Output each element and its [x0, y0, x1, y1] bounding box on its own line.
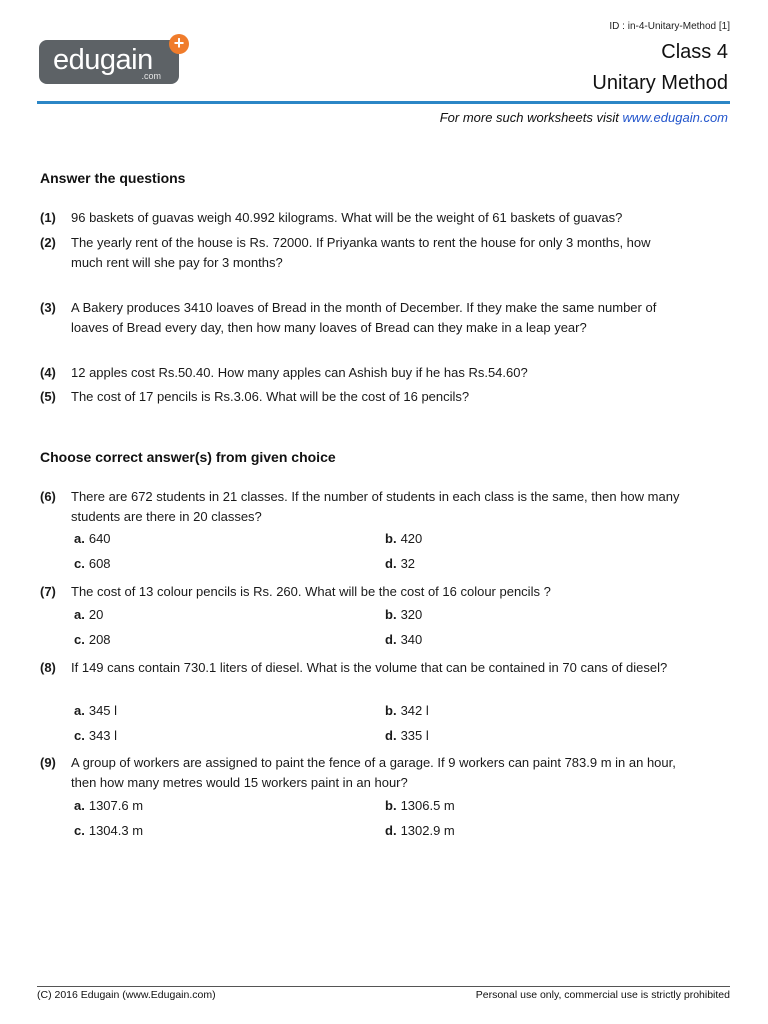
question-number: (3)	[40, 300, 56, 315]
option-value: 1302.9 m	[400, 823, 455, 838]
question-text: A group of workers are assigned to paint the fence of a garage. If 9 workers can paint 783.9 m in an hour, then how many metres would 15 workers paint in an hour?	[71, 755, 676, 790]
class-title: Class 4	[661, 41, 728, 63]
footer-copyright: (C) 2016 Edugain (www.Edugain.com)	[37, 989, 216, 1001]
option-value: 208	[88, 632, 111, 647]
option-key: b.	[385, 607, 397, 622]
question-number: (2)	[40, 235, 56, 250]
question-text: The cost of 13 colour pencils is Rs. 260. What will be the cost of 16 colour pencils ?	[71, 584, 551, 599]
more-worksheets-note	[440, 110, 728, 125]
option-key: b.	[385, 531, 397, 546]
question-number: (9)	[40, 755, 56, 770]
option-key: c.	[74, 728, 85, 743]
option-key: c.	[74, 823, 85, 838]
question-number: (1)	[40, 210, 56, 225]
edugain-link[interactable]: www.edugain.com	[622, 110, 728, 125]
question-text: The cost of 17 pencils is Rs.3.06. What will be the cost of 16 pencils?	[71, 389, 470, 404]
question	[40, 487, 700, 527]
answer-option[interactable]	[385, 556, 415, 571]
option-value: 640	[88, 531, 111, 546]
question	[40, 363, 700, 383]
topic-title: Unitary Method	[592, 72, 728, 94]
question-number: (8)	[40, 660, 56, 675]
option-key: d.	[385, 728, 397, 743]
footer-divider	[37, 986, 730, 987]
option-value: 343 l	[88, 728, 118, 743]
plus-icon: +	[169, 34, 189, 54]
question-text: 12 apples cost Rs.50.40. How many apples can Ashish buy if he has Rs.54.60?	[71, 365, 528, 380]
option-value: 1306.5 m	[400, 798, 455, 813]
answer-option[interactable]	[385, 531, 422, 546]
option-value: 420	[400, 531, 423, 546]
option-key: a.	[74, 798, 85, 813]
question	[40, 582, 700, 602]
edugain-logo	[39, 33, 185, 84]
option-value: 1307.6 m	[88, 798, 144, 813]
option-value: 340	[400, 632, 423, 647]
answer-option[interactable]	[74, 531, 111, 546]
question-number: (6)	[40, 489, 56, 504]
option-value: 32	[400, 556, 416, 571]
answer-option[interactable]	[74, 607, 103, 622]
question-number: (4)	[40, 365, 56, 380]
option-value: 342 l	[400, 703, 429, 718]
option-value: 345 l	[88, 703, 118, 718]
option-key: d.	[385, 632, 397, 647]
option-value: 608	[88, 556, 111, 571]
question-number: (5)	[40, 389, 56, 404]
answer-option[interactable]	[385, 632, 422, 647]
answer-option[interactable]	[385, 703, 429, 718]
option-key: a.	[74, 531, 85, 546]
option-key: d.	[385, 556, 397, 571]
question	[40, 387, 700, 407]
question	[40, 233, 660, 273]
question-text: The yearly rent of the house is Rs. 72000. If Priyanka wants to rent the house for only 3 months, how much rent will she pay for 3 months?	[71, 235, 651, 270]
question	[40, 208, 700, 228]
answer-option[interactable]	[74, 556, 111, 571]
answer-option[interactable]	[385, 728, 429, 743]
answer-option[interactable]	[74, 823, 143, 838]
option-key: b.	[385, 798, 397, 813]
answer-option[interactable]	[74, 632, 111, 647]
answer-option[interactable]	[385, 607, 422, 622]
option-key: c.	[74, 632, 85, 647]
option-key: c.	[74, 556, 85, 571]
question	[40, 658, 680, 678]
answer-option[interactable]	[74, 798, 143, 813]
option-key: a.	[74, 607, 85, 622]
section-heading-choose: Choose correct answer(s) from given choice	[40, 449, 336, 465]
answer-option[interactable]	[74, 728, 117, 743]
option-key: d.	[385, 823, 397, 838]
question	[40, 753, 680, 793]
answer-option[interactable]	[385, 823, 455, 838]
logo-domain: .com	[141, 71, 161, 81]
option-value: 320	[400, 607, 423, 622]
question-text: 96 baskets of guavas weigh 40.992 kilograms. What will be the weight of 61 baskets of guavas?	[71, 210, 623, 225]
document-id: ID : in-4-Unitary-Method [1]	[609, 21, 730, 32]
option-key: b.	[385, 703, 397, 718]
logo-wordmark: edugain	[53, 44, 153, 76]
option-value: 20	[88, 607, 104, 622]
question	[40, 298, 680, 338]
section-heading-answer: Answer the questions	[40, 170, 186, 186]
option-value: 335 l	[400, 728, 429, 743]
answer-option[interactable]	[74, 703, 117, 718]
option-value: 1304.3 m	[88, 823, 144, 838]
question-text: If 149 cans contain 730.1 liters of diesel. What is the volume that can be contained in 70 cans of diesel?	[71, 660, 668, 675]
question-number: (7)	[40, 584, 56, 599]
header-divider	[37, 101, 730, 104]
answer-option[interactable]	[385, 798, 455, 813]
question-text: There are 672 students in 21 classes. If the number of students in each class is the same, then how many students are there in 20 classes?	[71, 489, 680, 524]
more-worksheets-text: For more such worksheets visit	[439, 110, 623, 125]
footer-usage-note: Personal use only, commercial use is strictly prohibited	[475, 989, 730, 1001]
question-text: A Bakery produces 3410 loaves of Bread in the month of December. If they make the same number of loaves of Bread every day, then how many loaves of Bread can they make in a leap year?	[71, 300, 657, 335]
option-key: a.	[74, 703, 85, 718]
